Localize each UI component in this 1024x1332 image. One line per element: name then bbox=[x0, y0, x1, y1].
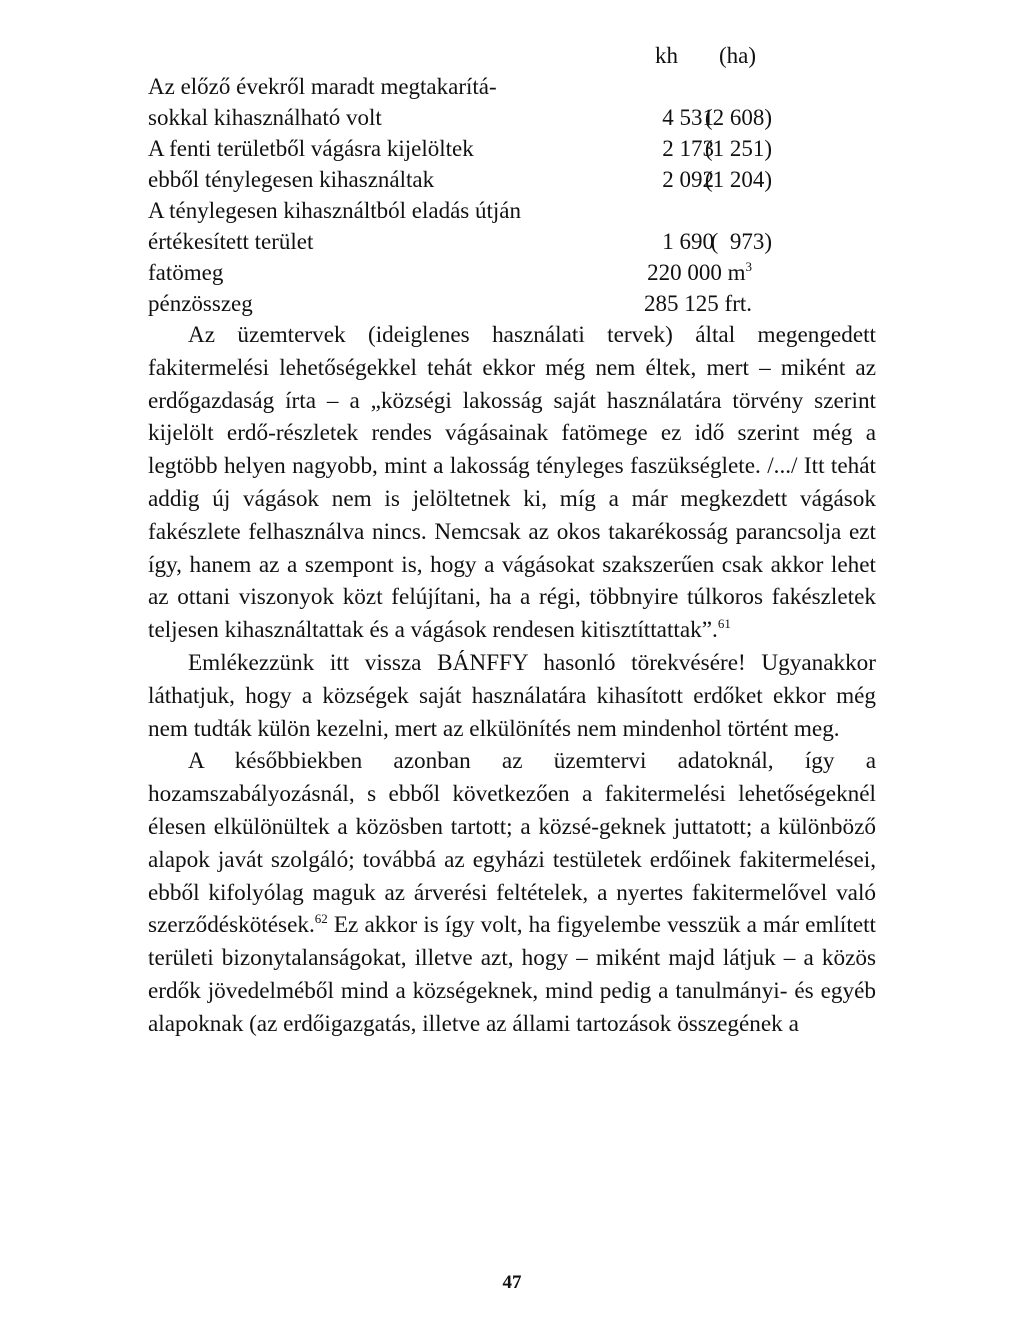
page-number: 47 bbox=[502, 1272, 522, 1293]
row-label: értékesített terület bbox=[148, 229, 314, 254]
footnote-ref: 62 bbox=[314, 911, 328, 927]
row-value-kh: 2 173 bbox=[662, 136, 714, 161]
row-value-kh bbox=[647, 257, 752, 288]
page-content bbox=[148, 40, 876, 1041]
row-label: sokkal kihasználható volt bbox=[148, 105, 382, 130]
paragraph bbox=[148, 745, 876, 1040]
table-row bbox=[148, 71, 876, 102]
row-label: fatömeg bbox=[148, 260, 224, 285]
table-row bbox=[148, 102, 876, 133]
paragraph-text: Ez akkor is így volt, ha figyelembe vesszük a már említett területi bizonytalanságokat, illetve azt, hogy – miként majd látjuk – a közös erdők jövedelméből mind a községeknek, mind pedig a tanulmányi- és egyéb alapoknak (az erdőigazgatás, illetve az állami tartozások összegének a bbox=[148, 912, 876, 1037]
paragraph-text: Emlékezzünk itt vissza BÁNFFY hasonló törekvésére! Ugyanakkor láthatjuk, hogy a községek saját használatára kihasított erdőket ekkor még nem tudták külön kezelni, mert az elkülönítés nem mindenhol történt meg. bbox=[148, 649, 876, 742]
paragraph bbox=[148, 319, 876, 647]
row-value-kh: 4 531 bbox=[662, 105, 714, 130]
column-header-ha: (ha) bbox=[718, 43, 756, 68]
column-header-kh: kh bbox=[655, 43, 678, 68]
row-value-kh: 285 125 frt. bbox=[644, 291, 752, 316]
row-value-kh: 2 092 bbox=[662, 167, 714, 192]
row-value-ha: (2 608) bbox=[704, 105, 772, 130]
body-text bbox=[148, 319, 876, 1041]
row-value-ha: (1 204) bbox=[704, 167, 772, 192]
cubic-superscript: 3 bbox=[745, 259, 752, 274]
row-label: ebből ténylegesen kihasználtak bbox=[148, 167, 435, 192]
footnote-ref: 61 bbox=[717, 616, 731, 632]
table-header bbox=[148, 40, 876, 71]
table-row bbox=[148, 164, 876, 195]
row-value-kh: 1 690 bbox=[662, 229, 714, 254]
statistics-table bbox=[148, 40, 876, 319]
table-row bbox=[148, 226, 876, 257]
table-row bbox=[148, 288, 876, 319]
paragraph-text: A későbbiekben azonban az üzemtervi adatoknál, így a hozamszabályozásnál, s ebből következően a fakitermelési lehetőségeknél élesen elkülönültek a közösben tartott; a közsé-geknek juttatott; a különböző alapok javát szolgáló; továbbá az egyházi testületek erdőinek fakitermelései, ebből kifolyólag maguk az árverési feltételek, a nyertes fakitermelővel való szerződéskötések. bbox=[148, 748, 876, 939]
row-label: A fenti területből vágásra kijelöltek bbox=[148, 136, 474, 161]
row-value-ha: ( 973) bbox=[710, 229, 772, 254]
table-row bbox=[148, 133, 876, 164]
paragraph bbox=[148, 647, 876, 745]
table-row bbox=[148, 195, 876, 226]
row-label: Az előző évekről maradt megtakarítá- bbox=[148, 74, 497, 99]
paragraph-text: Az üzemtervek (ideiglenes használati tervek) által megengedett fakitermelési lehetőségekkel tehát ekkor még nem éltek, mert – miként az erdőgazdaság írta – a „községi lakosság saját használatára törvény szerint kijelölt erdő-részletek rendes vágásainak fatömege ez idő szerint még a legtöbb helyen nagyobb, mint a lakosság tényleges faszükséglete. /.../ Itt tehát addig új vágások nem is jelöltetnek ki, míg a már megkezdett vágások fakészlete felhasználva nincs. Nemcsak az okos takarékosság parancsolja ezt így, hanem az a szempont is, hogy a vágásokat szakszerűen csak akkor lehet az ottani viszonyok közt felújítani, ha a régi, többnyire túlkoros fakészletek teljesen kihasználtattak és a vágások rendesen kitisztíttattak”. bbox=[148, 322, 876, 644]
row-label: pénzösszeg bbox=[148, 291, 253, 316]
table-row bbox=[148, 257, 876, 288]
fatomeg-value: 220 000 m bbox=[647, 260, 746, 285]
row-label: A ténylegesen kihasználtból eladás útján bbox=[148, 198, 521, 223]
row-value-ha: (1 251) bbox=[704, 136, 772, 161]
